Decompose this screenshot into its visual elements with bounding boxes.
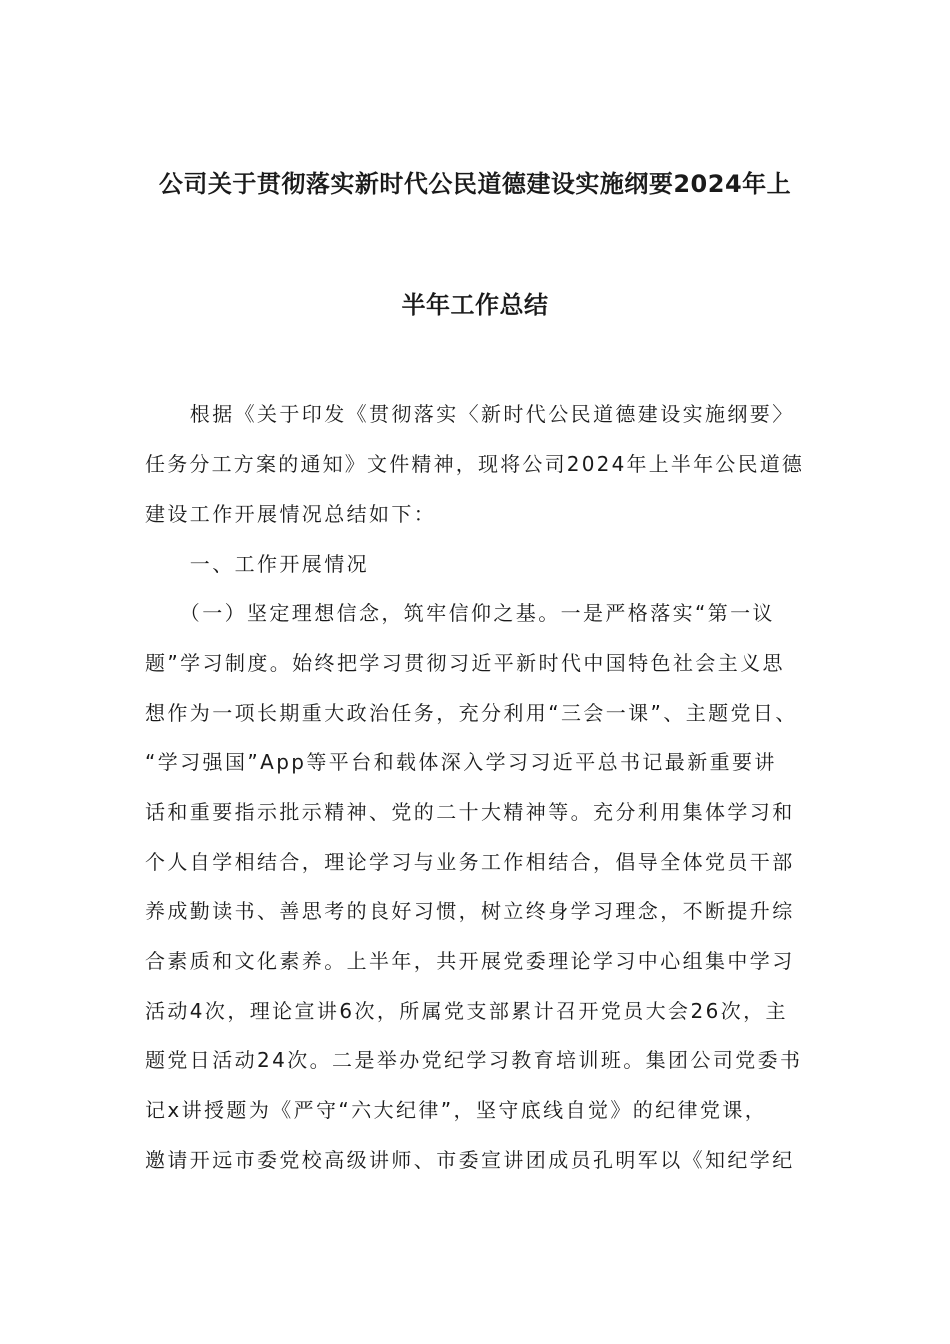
paragraph-line: 题”学习制度。始终把学习贯彻习近平新时代中国特色社会主义思 [145,651,785,675]
paragraph-line: 邀请开远市委党校高级讲师、市委宣讲团成员孔明军以《知纪学纪 [145,1148,795,1172]
paragraph-line: 任务分工方案的通知》文件精神，现将公司2024年上半年公民道德 [145,452,805,476]
document-title-line-2: 半年工作总结 [401,291,549,319]
paragraph-line: 话和重要指示批示精神、党的二十大精神等。充分利用集体学习和 [145,800,795,824]
paragraph-line: （一）坚定理想信念，筑牢信仰之基。一是严格落实“第一议 [145,601,775,625]
paragraph-line: 建设工作开展情况总结如下： [145,502,437,526]
paragraph-line: 记x讲授题为《严守“六大纪律”，坚守底线自觉》的纪律党课， [145,1098,768,1122]
paragraph-line: 题党日活动24次。二是举办党纪学习教育培训班。集团公司党委书 [145,1048,803,1072]
paragraph-line: 想作为一项长期重大政治任务，充分利用“三会一课”、主题党日、 [145,701,798,725]
paragraph-line: 个人自学相结合，理论学习与业务工作相结合，倡导全体党员干部 [145,850,795,874]
paragraph-line: 合素质和文化素养。上半年，共开展党委理论学习中心组集中学习 [145,949,795,973]
paragraph-line: 根据《关于印发《贯彻落实〈新时代公民道德建设实施纲要〉 [145,402,795,426]
paragraph-line: 活动4次，理论宣讲6次，所属党支部累计召开党员大会26次，主 [145,999,788,1023]
paragraph-line: 养成勤读书、善思考的良好习惯，树立终身学习理念，不断提升综 [145,899,795,923]
document-title-line-1: 公司关于贯彻落实新时代公民道德建设实施纲要2024年上 [158,170,792,198]
section-heading: 一、工作开展情况 [145,552,369,576]
paragraph-line: “学习强国”App等平台和载体深入学习习近平总书记最新重要讲 [145,750,777,774]
